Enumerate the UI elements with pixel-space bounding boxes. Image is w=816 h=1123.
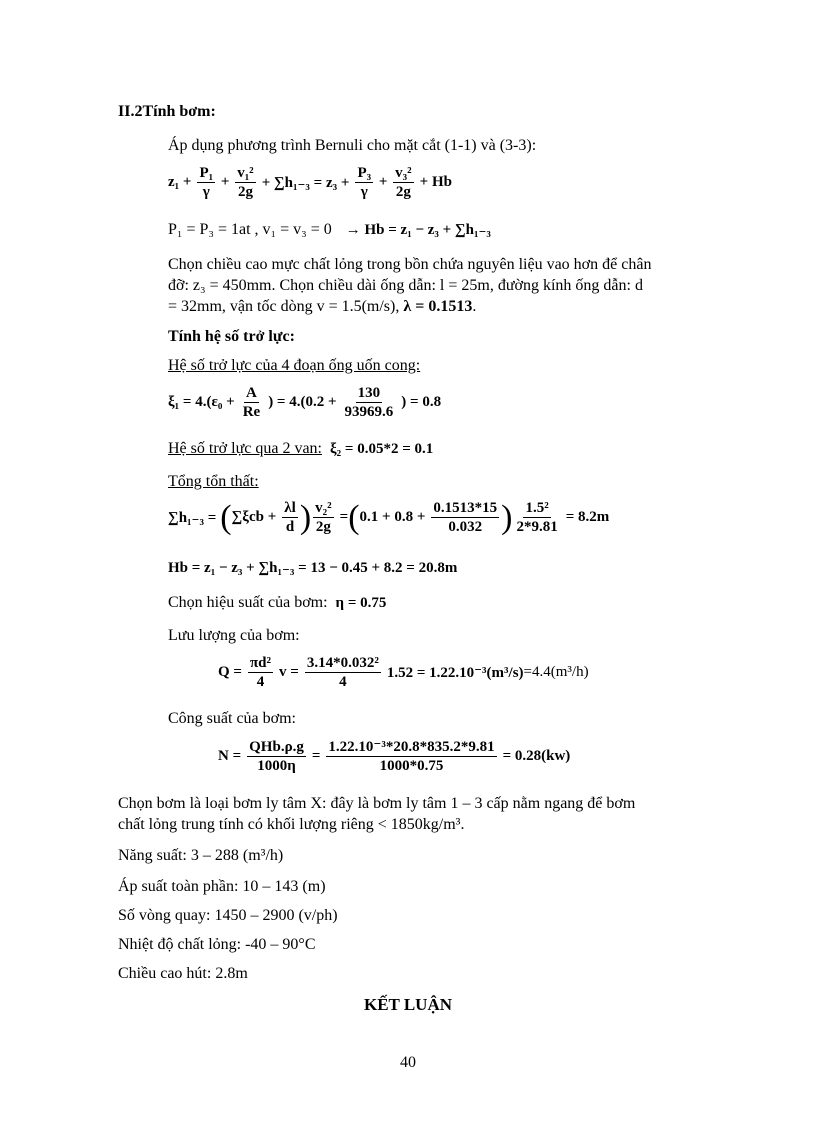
efficiency-line [168,592,386,614]
spec-speed: Số vòng quay: 1450 – 2900 (v/ph) [118,907,338,924]
choose-line-2: đỡ: z₃ = 450mm. Chọn chiều dài ống dẫn: l = 25m, đường kính ống dẫn: d [168,277,643,294]
frac-Re: Re [242,404,261,420]
frac-d: d [285,519,295,535]
frac-four-1: 4 [256,674,265,690]
eq-sum-z3: + ∑h₁₋₃ = z₃ + [261,175,350,191]
bend-label: Hệ số trở lực của 4 đoạn ống uốn cong: [168,357,421,374]
frac-gamma-2: γ [360,184,368,200]
frac-93969: 93969.6 [344,404,394,420]
total-eq: = [339,509,349,525]
flow-v: v = [279,664,299,680]
power-N: N = [218,748,242,764]
frac-2-9-81: 2*9.81 [516,519,558,535]
frac-four-2: 4 [339,674,347,690]
frac-pid2: πd² [249,655,272,671]
choose-line-1: Chọn chiều cao mực chất lỏng trong bồn chứa nguyên liệu vao hơn để chân [168,256,652,273]
pump-choice-line-2: chất lỏng trung tính có khối lượng riêng < 1850kg/m³. [118,816,465,833]
conditions-text: P₁ = P₃ = 1at , v₁ = v₃ = 0 [168,221,332,238]
flow-Q: Q = [218,664,242,680]
frac-1000eta: 1000η [257,758,296,774]
frac-3-14: 3.14*0.032² [306,655,379,671]
flow-label: Lưu lượng của bơm: [168,627,300,644]
total-loss-equation: ∑h₁₋₃ = ( ∑ξcb + $\frac{\lambda l}{d}$ ) $\frac{\text{v₂²}}{2g}$ = ( 0.1 + 0.8 + $\frac{0.1513*15}{0.032}$ ) $\frac{\text{1.5²}}{2*9.81}$ = 8.2m [168,498,610,536]
frac-v3sq: v₃² [395,165,412,181]
total-sum-xi: ∑ξcb + [231,509,277,525]
frac-gamma-1: γ [202,184,210,200]
valve-line [168,438,433,460]
choose-line-3-text: = 32mm, vận tốc dòng v = 1.5(m/s), [168,298,400,315]
frac-lambda-val: 0.1513*15 [433,500,498,516]
resistance-title: Tính hệ số trở lực: [168,328,295,345]
lambda-value: λ = 0.1513 [403,298,473,315]
frac-lambda-l: λl [284,500,296,516]
eq-z1: z₁ + [168,174,192,190]
bernoulli-equation: z₁ + $\frac{\text{P₁}}{\gamma}$ + $\frac{\text{v₁²}}{2g}$ + ∑h₁₋₃ = z₃ + $\frac{\text{P₃}}{\gamma}$ + $\frac{\text{v₃²}}{2g}$ + Hb [168,165,452,200]
power-eq: = [311,748,321,764]
power-equation [218,738,570,775]
frac-qhpg: QHb.ρ.g [249,739,304,755]
total-loss-label: Tổng tổn thất: [168,473,259,490]
power-result: = 0.28(kw) [502,748,571,764]
total-sum-vals: 0.1 + 0.8 + [359,509,426,525]
frac-2g-2: 2g [395,184,411,200]
hb-equation: Hb = z₁ − z₃ + ∑h₁₋₃ = 13 − 0.45 + 8.2 = 20.8m [168,560,458,576]
efficiency-eq: η = 0.75 [335,595,387,611]
eq-plus-hb: + Hb [419,174,452,190]
frac-130: 130 [357,385,381,401]
frac-p1: P₁ [199,165,214,181]
flow-result: 1.52 = 1.22.10⁻³(m³/s) [386,665,524,681]
valve-eq: ξ₂ = 0.05*2 = 0.1 [329,441,434,457]
conditions-line [168,219,491,241]
frac-A: A [246,385,257,401]
total-result: = 8.2m [565,509,610,525]
choose-line-3-end: . [472,298,477,315]
choose-line-3 [168,296,476,318]
frac-v2sq: v₂² [315,500,332,516]
frac-power-den: 1000*0.75 [379,758,444,774]
valve-label: Hệ số trở lực qua 2 van: [168,440,322,457]
pump-choice-line-1: Chọn bơm là loại bơm ly tâm X: đây là bơm ly tâm 1 – 3 cấp nằm ngang để bơm [118,795,636,812]
bend-lhs: ξ₁ = 4.(ε₀ + [168,394,235,410]
bend-rhs: ) = 0.8 [401,394,442,410]
section-title: II.2Tính bơm: [118,103,216,120]
frac-v1sq: v₁² [237,165,254,181]
frac-power-num: 1.22.10⁻³*20.8*835.2*9.81 [328,739,495,755]
total-lhs: ∑h₁₋₃ = [168,510,217,526]
frac-d-val: 0.032 [448,519,483,535]
frac-1-5sq: 1.5² [525,500,549,516]
flow-result-reg: =4.4(m³/h) [523,664,589,680]
frac-2g-3: 2g [315,519,331,535]
spec-temp: Nhiệt độ chất lỏng: -40 – 90°C [118,936,316,953]
frac-2g-1: 2g [237,184,253,200]
conditions-result: → Hb = z₁ − z₃ + ∑h₁₋₃ [345,222,491,238]
power-label: Công suất của bơm: [168,710,296,727]
spec-capacity: Năng suất: 3 – 288 (m³/h) [118,847,284,864]
efficiency-text: Chọn hiệu suất của bơm: [168,594,328,611]
page-number: 40 [400,1054,416,1071]
spec-pressure: Áp suất toàn phần: 10 – 143 (m) [118,878,326,895]
frac-p3: P₃ [357,165,372,181]
bend-mid: ) = 4.(0.2 + [268,394,337,410]
spec-suction: Chiều cao hút: 2.8m [118,965,248,982]
conclusion-heading: KẾT LUẬN [363,995,452,1014]
flow-equation [218,654,589,691]
bernoulli-intro: Áp dụng phương trình Bernuli cho mặt cắt (1-1) và (3-3): [168,137,537,154]
bend-equation [168,384,441,421]
